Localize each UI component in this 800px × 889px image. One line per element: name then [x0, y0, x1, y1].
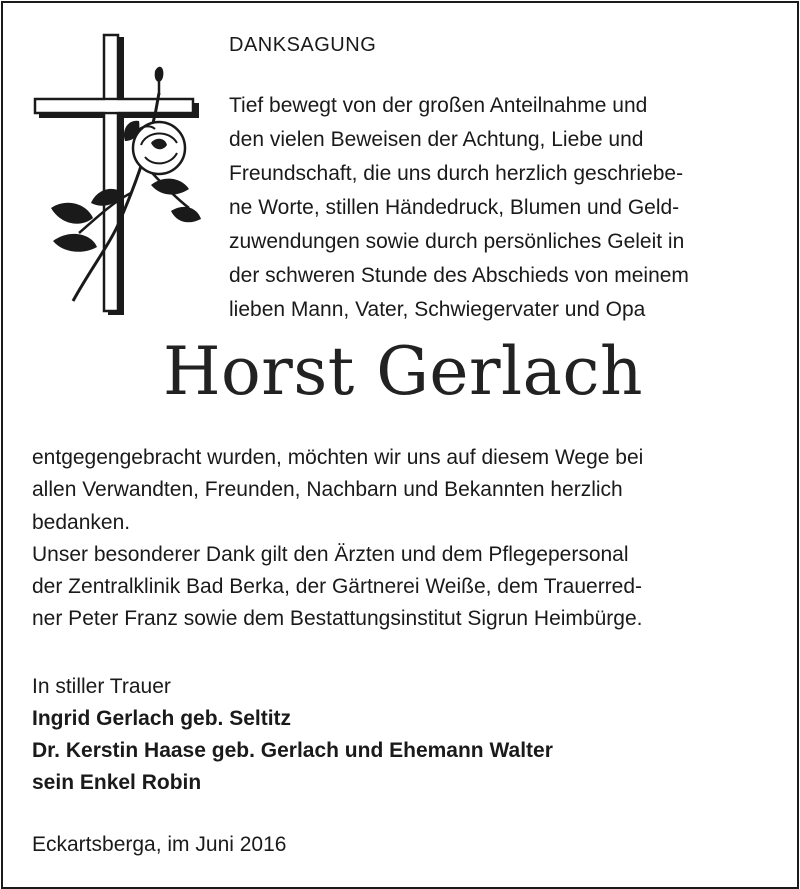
signatory: Ingrid Gerlach geb. Seltitz: [32, 707, 292, 730]
mourning-label: In stiller Trauer: [32, 675, 171, 698]
deceased-name: Horst Gerlach: [163, 333, 643, 410]
signature-block: [32, 671, 553, 799]
cross-with-rose-icon: [31, 33, 203, 318]
signatory: sein Enkel Robin: [32, 771, 202, 794]
signatory: Dr. Kerstin Haase geb. Gerlach und Ehemann Walter: [32, 739, 553, 762]
place-and-date: Eckartsberga, im Juni 2016: [32, 833, 287, 856]
thanks-paragraph: entgegengebracht wurden, möchten wir uns auf diesem Wege bei allen Verwandten, Freunden, Nachbarn und Bekannten herzlich bedanken. Unser besonderer Dank gilt den Ärzten und dem Pflegepersonal der Zentralklinik Bad Berka, der Gärtnerei Weiße, dem Trauerred- ner Peter Franz sowie dem Bestattungsinstitut Sigrun Heimbürge.: [32, 446, 644, 631]
notice-heading: DANKSAGUNG: [229, 34, 377, 56]
obituary-notice: [1, 1, 799, 889]
intro-paragraph: Tief bewegt von der großen Anteilnahme und den vielen Beweisen der Achtung, Liebe und Freundschaft, die uns durch herzlich geschriebe- ne Worte, stillen Händedruck, Blumen und Geld- zuwendungen sowie durch persönliches Geleit in der schweren Stunde des Abschieds von meinem lieben Mann, Vater, Schwiegervater und Opa: [229, 94, 689, 321]
